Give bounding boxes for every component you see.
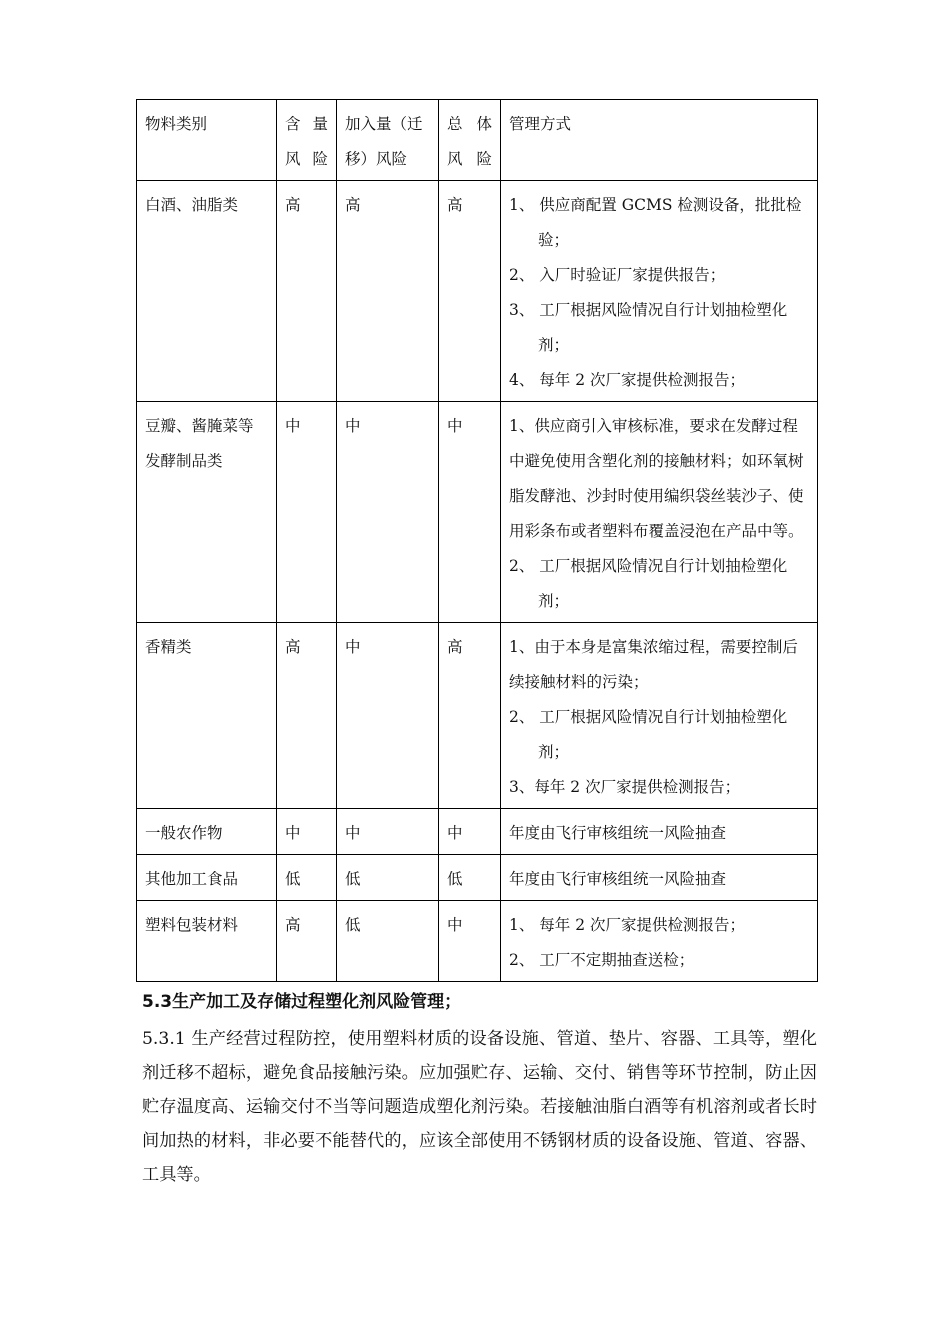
- cell-overall-risk: 中: [439, 809, 501, 855]
- risk-management-table: [136, 99, 818, 982]
- cell-overall-risk: 中: [439, 402, 501, 623]
- section-heading: 5.3生产加工及存储过程塑化剂风险管理；: [142, 992, 462, 1012]
- management-item: 3、每年 2 次厂家提供检测报告；: [509, 778, 741, 796]
- management-item: 3、 工厂根据风险情况自行计划抽检塑化剂；: [509, 301, 788, 354]
- management-item: 1、供应商引入审核标准，要求在发酵过程中避免使用含塑化剂的接触材料；如环氧树脂发酵池、沙封时使用编织袋丝装沙子、使用彩条布或者塑料布覆盖浸泡在产品中等。: [509, 417, 804, 540]
- management-item: 2、 工厂根据风险情况自行计划抽检塑化剂；: [509, 708, 788, 761]
- header-management: 管理方式: [501, 100, 818, 181]
- header-migration-risk: 加入量（迁移）风险: [337, 100, 439, 181]
- cell-overall-risk: 高: [439, 181, 501, 402]
- cell-overall-risk: 高: [439, 623, 501, 809]
- management-item: 2、 工厂不定期抽查送检；: [509, 951, 695, 969]
- table-row: [137, 901, 818, 982]
- cell-management: [501, 623, 818, 809]
- cell-category: 豆瓣、酱腌菜等发酵制品类: [137, 402, 277, 623]
- table-row: [137, 181, 818, 402]
- cell-content-risk: 低: [277, 855, 337, 901]
- cell-overall-risk: 中: [439, 901, 501, 982]
- management-item: 1、由于本身是富集浓缩过程，需要控制后续接触材料的污染；: [509, 638, 798, 691]
- cell-management: [501, 901, 818, 982]
- cell-migration-risk: 中: [337, 809, 439, 855]
- cell-content-risk: 中: [277, 402, 337, 623]
- table-header-row: [137, 100, 818, 181]
- management-item: 2、 入厂时验证厂家提供报告；: [509, 266, 726, 284]
- cell-category: 一般农作物: [137, 809, 277, 855]
- table-row: [137, 402, 818, 623]
- header-category: 物料类别: [137, 100, 277, 181]
- table-row: [137, 809, 818, 855]
- cell-content-risk: 高: [277, 901, 337, 982]
- management-item: 4、 每年 2 次厂家提供检测报告；: [509, 371, 746, 389]
- cell-management: [501, 809, 818, 855]
- cell-migration-risk: 低: [337, 901, 439, 982]
- management-item: 1、 供应商配置 GCMS 检测设备，批批检验；: [509, 196, 802, 249]
- cell-category: 白酒、油脂类: [137, 181, 277, 402]
- cell-overall-risk: 低: [439, 855, 501, 901]
- cell-category: 塑料包装材料: [137, 901, 277, 982]
- cell-category: 香精类: [137, 623, 277, 809]
- cell-management: [501, 181, 818, 402]
- cell-management: [501, 855, 818, 901]
- table-row: [137, 855, 818, 901]
- cell-content-risk: 高: [277, 181, 337, 402]
- cell-migration-risk: 中: [337, 402, 439, 623]
- management-item: 年度由飞行审核组统一风险抽查: [509, 824, 727, 842]
- header-overall-risk: 总 体风险: [439, 100, 501, 181]
- cell-content-risk: 中: [277, 809, 337, 855]
- cell-migration-risk: 高: [337, 181, 439, 402]
- management-item: 2、 工厂根据风险情况自行计划抽检塑化剂；: [509, 557, 788, 610]
- table-row: [137, 623, 818, 809]
- cell-management: [501, 402, 818, 623]
- cell-migration-risk: 低: [337, 855, 439, 901]
- cell-migration-risk: 中: [337, 623, 439, 809]
- cell-content-risk: 高: [277, 623, 337, 809]
- management-item: 1、 每年 2 次厂家提供检测报告；: [509, 916, 746, 934]
- management-item: 年度由飞行审核组统一风险抽查: [509, 870, 727, 888]
- cell-category: 其他加工食品: [137, 855, 277, 901]
- section-paragraph: 5.3.1 生产经营过程防控，使用塑料材质的设备设施、管道、垫片、容器、工具等，塑化剂迁移不超标，避免食品接触污染。应加强贮存、运输、交付、销售等环节控制，防止因贮存温度高、运输交付不当等问题造成塑化剂污染。若接触油脂白酒等有机溶剂或者长时间加热的材料，非必要不能替代的，应该全部使用不锈钢材质的设备设施、管道、容器、工具等。: [142, 1029, 817, 1185]
- header-content-risk: 含 量风险: [277, 100, 337, 181]
